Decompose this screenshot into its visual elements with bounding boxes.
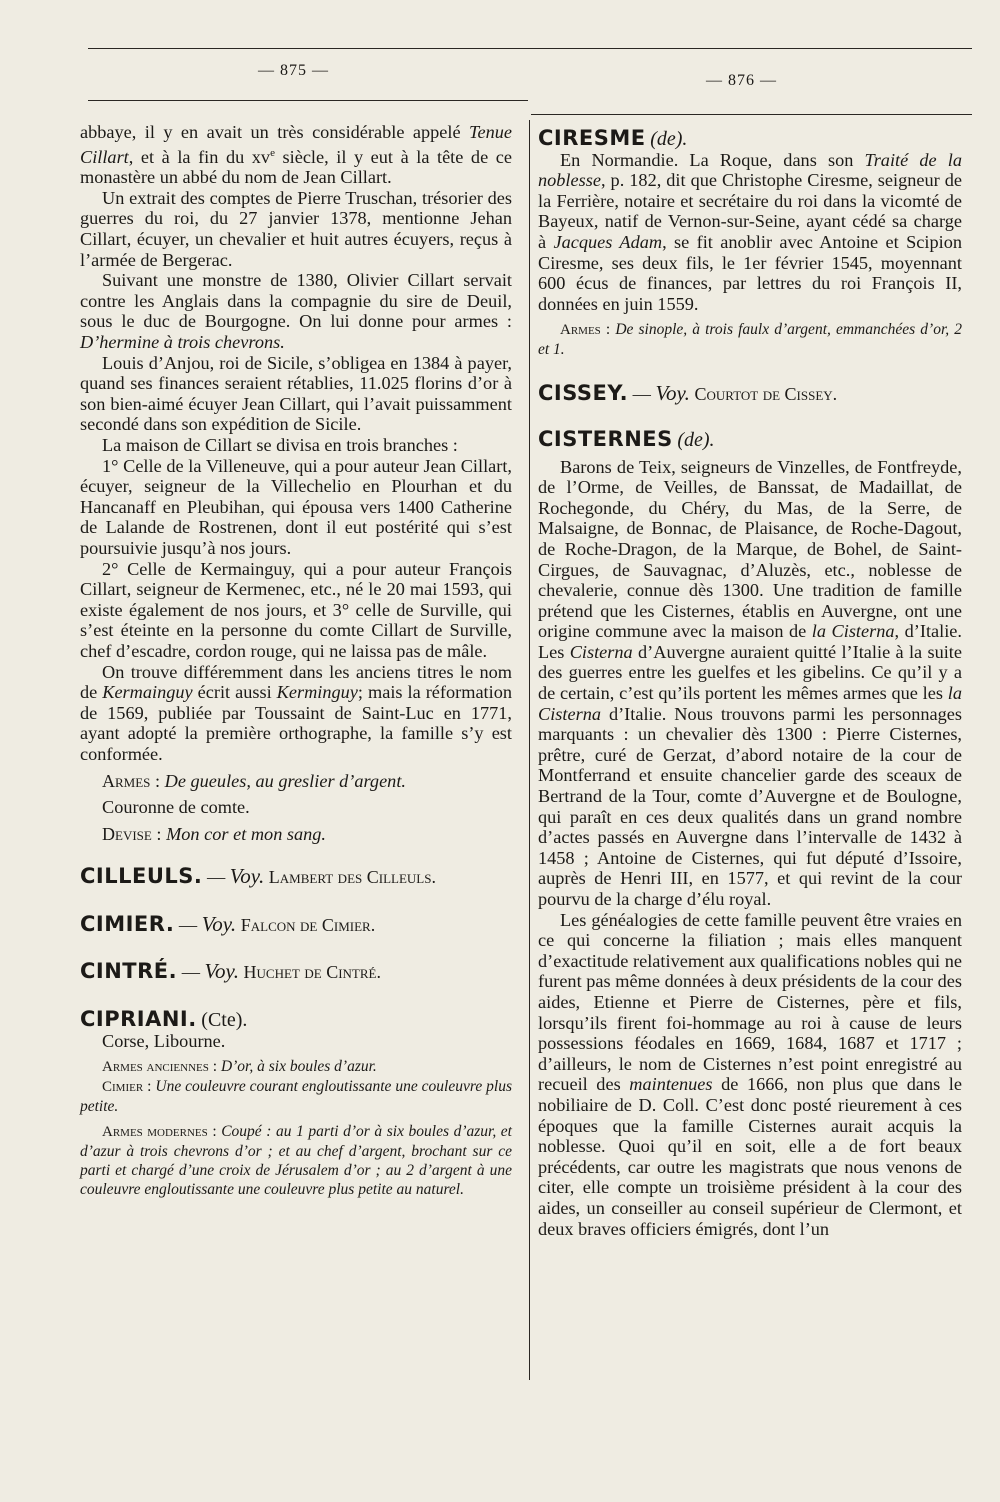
top-rule <box>88 48 972 49</box>
cimier-line: Cimier : Une couleuvre courant engloutissante une couleuvre plus petite. <box>80 1078 512 1116</box>
entry-cintre: CINTRÉ. — Voy. Huchet de Cintré. <box>80 959 381 984</box>
paragraph: Les généalogies de cette famille peuvent être vraies en ce qui concerne la filiation ; mais elles manquent d’exactitude relativement aux qualifications nobles qui ne furent pas même données à deux présidents de la cour des aides, Etienne et Pierre de Cisternes, père et fils, lorsqu’ils firent foi-hommage au roi à cause de leurs possessions féodales en 1669, 1684, 1687 et 1717 ; d’ailleurs, le nom de Cisternes n’est point enregistré au recueil des maintenues de 1666, non plus que dans le nobiliaire de D. Coll. C’est donc posté rieurement à ces époques que la famille Cisternes aurait acquis la noblesse. Quoi qu’il en soit, elle a de fort beaux précédents, car outre les magistrats que nous venons de citer, elle compte un troisième président à la cour des aides, un conseiller au conseil supérieur de Clermont, et deux braves officiers émigrés, dont l’un <box>538 909 962 1239</box>
couronne-line: Couronne de comte. <box>102 797 250 818</box>
cipriani-place: Corse, Libourne. <box>102 1030 226 1051</box>
armes-modernes-line: Armes modernes : Coupé : au 1 parti d’or à six boules d’azur, et d’azur à trois chevrons d’or ; et au chef d’argent, brochant sur ce parti et chargé d’une croix de Jérusalem d’or ; au 2 d’argent à une couleuvre engloutissante une couleuvre plus petite au naturel. <box>80 1123 512 1199</box>
paragraph: Suivant une monstre de 1380, Olivier Cillart servait contre les Anglais dans la compagnie du sire de Deuil, sous le duc de Bourgogne. On lui donne pour armes : D’hermine à trois chevrons. <box>80 270 512 353</box>
page-number-left: — 875 — <box>258 62 329 79</box>
page-number-right: — 876 — <box>706 72 777 89</box>
paragraph: Un extrait des comptes de Pierre Truschan, trésorier des guerres du roi, du 27 janvier 1378, mentionne Jehan Cillart, écuyer, un chevalier et huit autres écuyers, reçus à l’armée de Bergerac. <box>80 187 512 270</box>
armes-line: Armes : De sinople, à trois faulx d’argent, emmanchées d’or, 2 et 1. <box>538 321 962 359</box>
entry-cissey: CISSEY. — Voy. Courtot de Cissey. <box>538 381 838 406</box>
devise-line: Devise : Mon cor et mon sang. <box>102 823 327 844</box>
paragraph: On trouve différemment dans les anciens titres le nom de Kermainguy écrit aussi Kerminguy; mais la réformation de 1569, publiée par Toussaint de Saint-Luc en 1771, ayant adopté la première orthographe, la famille s’y est conformée. <box>80 661 512 764</box>
paragraph: La maison de Cillart se divisa en trois branches : <box>102 435 458 455</box>
top-rule-left-lower <box>88 100 528 101</box>
paragraph: Louis d’Anjou, roi de Sicile, s’obligea en 1384 à payer, quand ses finances seraient rétablies, 11.025 florins d’or à son bien-aimé écuyer Jean Cillart, qui l’avait puissamment secondé dans son expédition de Sicile. <box>80 352 512 435</box>
entry-cimier: CIMIER. — Voy. Falcon de Cimier. <box>80 911 376 936</box>
paragraph: En Normandie. La Roque, dans son Traité de la noblesse, p. 182, dit que Christophe Ciresme, seigneur de la Ferrière, notaire et secrétaire du roi dans la vicomté de Bayeux, natif de Vernon-sur-Seine, ayant cédé sa charge à Jacques Adam, se fit anoblir avec Antoine et Scipion Ciresme, ses deux fils, le 1er février 1545, moyennant 600 écus de finances, par lettres du roi François II, données en juin 1559. <box>538 149 962 314</box>
left-column <box>80 122 512 1199</box>
right-column <box>538 128 962 1239</box>
column-divider <box>529 120 530 1380</box>
paragraph: Barons de Teix, seigneurs de Vinzelles, de Fontfreyde, de l’Orme, de Veilles, de Banssat, de Madaillat, de Rochegonde, du Chéry, du Mas, de la Serre, de Malsaigne, de Bonnac, de Plaisance, de Roche-Dagout, de Roche-Dragon, de la Marque, de Bohel, de Saint-Cirgues, de Sauvagnac, d’Aluzès, etc., noblesse de chevalerie, connue dès 1300. Une tradition de famille prétend que les Cisternes, établis en Auvergne, ont une origine commune avec la maison de la Cisterna, d’Italie. Les Cisterna d’Auvergne auraient quitté l’Italie à la suite des guerres entre les guelfes et les gibelins. Ce qu’il y a de certain, c’est qu’ils portent les mêmes armes que les la Cisterna d’Italie. Nous trouvons parmi les personnages marquants : un chevalier dès 1300 : Pierre Cisternes, prêtre, curé de Gerzat, d’abord notaire de la cour de Montferrand et ensuite chancelier garde des sceaux de Bertrand de la Tour, comte d’Auvergne et de Boulogne, qui paraît en ces deux qualités dans un grand nombre d’actes passés en Auvergne dans l’intervalle de 1432 à 1458 ; Antoine de Cisternes, qui fut député d’Issoire, auprès de Henri III, en 1577, et qui revint de la cour pourvu de la charge d’élu royal. <box>538 456 962 909</box>
top-rule-right-lower <box>531 114 972 115</box>
armes-anciennes-line: Armes anciennes : D’or, à six boules d’azur. <box>102 1058 377 1076</box>
paragraph: 1° Celle de la Villeneuve, qui a pour auteur Jean Cillart, écuyer, seigneur de la Villechelio en Plourhan et du Hancanaff en Pleubihan, qui épousa vers 1400 Catherine de Lalande de Rostrenen, dont il eut postérité qui s’est poursuivie jusqu’à nos jours. <box>80 455 512 558</box>
entry-cisternes: CISTERNES (de). <box>538 426 715 451</box>
entry-ciresme: CIRESME (de). <box>538 126 688 150</box>
entry-cilleuls: CILLEULS. — Voy. Lambert des Cilleuls. <box>80 864 436 889</box>
armes-line: Armes : De gueules, au greslier d’argent. <box>102 770 406 791</box>
paragraph: abbaye, il y en avait un très considérable appelé Tenue Cillart, et à la fin du $xv^e$ siècle, il y eut à la tête de ce monastère un abbé du nom de Jean Cillart. <box>80 122 512 188</box>
paragraph: 2° Celle de Kermainguy, qui a pour auteur François Cillart, seigneur de Kermenec, etc., né le 20 mai 1593, qui existe également de nos jours, et 3° celle de Surville, qui s’est éteinte en la personne du comte Cillart de Surville, chef d’escadre, cordon rouge, qui ne laissa pas de mâle. <box>80 558 512 661</box>
entry-cipriani: CIPRIANI. (Cte). <box>80 1007 248 1032</box>
